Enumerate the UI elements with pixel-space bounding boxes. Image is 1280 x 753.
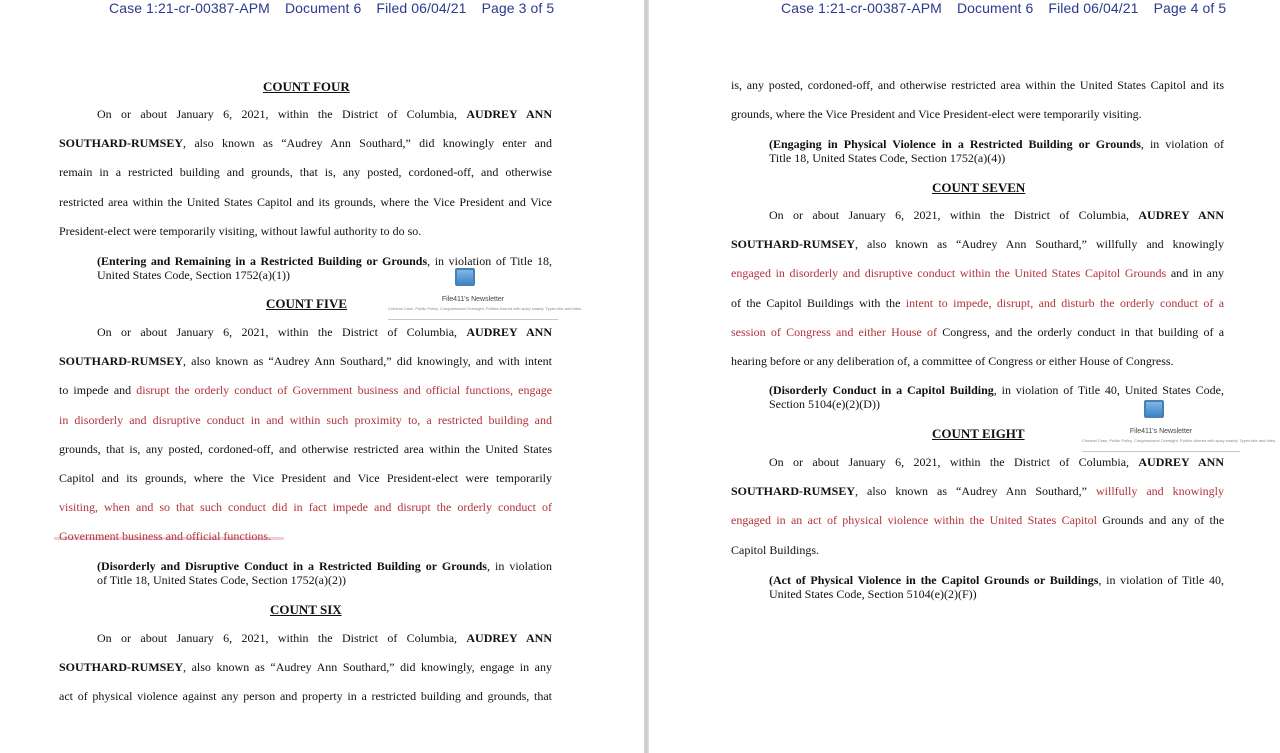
- paragraph-line: President-elect were temporarily visiting, without lawful authority to do so.: [59, 223, 422, 238]
- citation-text: United States Code, Section 5104(e)(2)(F)): [769, 587, 977, 601]
- count-four-heading: COUNT FOUR: [263, 79, 350, 94]
- citation-title: (Disorderly and Disruptive Conduct in a Restricted Building or Grounds: [97, 559, 487, 573]
- monitor-icon: [455, 268, 475, 286]
- paragraph-line: session of Congress and either House of Congress, and the orderly conduct in that building of a: [731, 324, 1225, 339]
- citation-text: , in violation of Title 18,: [427, 254, 552, 268]
- count-eight-heading: COUNT EIGHT: [932, 426, 1025, 441]
- paragraph-line: SOUTHARD-RUMSEY, also known as “Audrey Ann Southard,” did knowingly, and with intent: [59, 354, 552, 369]
- monitor-icon: [1144, 400, 1164, 418]
- paragraph-line: restricted area within the United States Capitol and its grounds, where the Vice President and Vice: [59, 194, 552, 209]
- document-number: Document 6: [956, 0, 1034, 16]
- count-six-heading: COUNT SIX: [270, 602, 342, 617]
- page-number: Page 3 of 5: [481, 0, 555, 16]
- count-five-citation: [97, 559, 552, 587]
- count-five-heading: COUNT FIVE: [266, 296, 348, 311]
- paragraph-line: On or about January 6, 2021, within the District of Columbia, AUDREY ANN: [97, 325, 552, 339]
- paragraph-line: Capitol Buildings.: [731, 542, 820, 557]
- count-six-continuation: [731, 71, 1224, 129]
- paragraph-line: SOUTHARD-RUMSEY, also known as “Audrey Ann Southard,” did knowingly enter and: [59, 136, 552, 151]
- citation-text: United States Code, Section 1752(a)(1)): [97, 268, 290, 282]
- paragraph-line: grounds, that is, any posted, cordoned-off, and otherwise restricted area within the United States: [59, 441, 552, 456]
- count-eight-citation: [769, 573, 1224, 601]
- paragraph-line: engaged in an act of physical violence within the United States Capitol Grounds and any of the: [731, 513, 1225, 528]
- paragraph-line: engaged in disorderly and disruptive conduct within the United States Capitol Grounds and in any: [731, 266, 1224, 281]
- paragraph-line: hearing before or any deliberation of, a committee of Congress or either House of Congress.: [731, 353, 1174, 368]
- citation-title: (Entering and Remaining in a Restricted Building or Grounds: [97, 254, 428, 268]
- citation-title: (Engaging in Physical Violence in a Restricted Building or Grounds: [769, 137, 1141, 151]
- paragraph-line: is, any posted, cordoned-off, and otherwise restricted area within the United States Capitol and its: [731, 78, 1224, 92]
- filed-date: Filed 06/04/21: [376, 0, 467, 16]
- paragraph-line: grounds, where the Vice President and Vice President-elect were temporarily visiting.: [731, 107, 1142, 122]
- paragraph-line: of the Capitol Buildings with the intent to impede, disrupt, and disturb the orderly conduct of a: [731, 295, 1225, 310]
- paragraph-line: to impede and disrupt the orderly conduct of Government business and official functions, engage: [59, 383, 553, 398]
- citation-title: (Disorderly Conduct in a Capitol Building: [769, 383, 994, 397]
- count-five-paragraph: [59, 318, 552, 552]
- paragraph-line: SOUTHARD-RUMSEY, also known as “Audrey Ann Southard,” willfully and knowingly: [731, 484, 1224, 499]
- paragraph-line: On or about January 6, 2021, within the District of Columbia, AUDREY ANN: [97, 631, 552, 645]
- stamp-subtitle: Criminal Case, Public Policy, Congressional Oversight. Politics blurred with spicy snarky. Types bite and bites.: [1082, 438, 1277, 443]
- document-number: Document 6: [284, 0, 362, 16]
- ecf-header: [781, 0, 1237, 18]
- citation-text: , in violation of: [1140, 137, 1224, 151]
- stamp-title: File411's Newsletter: [441, 296, 505, 303]
- count-six-paragraph: [59, 624, 552, 712]
- citation-text: , in violation of Title 40,: [1098, 573, 1224, 587]
- count-seven-paragraph: [731, 201, 1224, 376]
- paragraph-line: act of physical violence against any person and property in a restricted building and grounds, that: [59, 689, 552, 704]
- paragraph-line: On or about January 6, 2021, within the District of Columbia, AUDREY ANN: [97, 107, 552, 121]
- case-number: Case 1:21-cr-00387-APM: [109, 0, 270, 16]
- page-number: Page 4 of 5: [1153, 0, 1227, 16]
- paragraph-line: Capitol and its grounds, where the Vice President and Vice President-elect were temporarily: [59, 470, 552, 485]
- paragraph-line: remain in a restricted building and grounds, that is, any posted, cordoned-off, and otherwise: [59, 165, 552, 180]
- highlight-mark: [54, 537, 284, 540]
- citation-text: Section 5104(e)(2)(D)): [769, 397, 880, 411]
- count-eight-paragraph: [731, 448, 1224, 565]
- filed-date: Filed 06/04/21: [1048, 0, 1139, 16]
- citation-text: of Title 18, United States Code, Section 1752(a)(2)): [97, 573, 346, 587]
- count-six-citation: [769, 137, 1224, 165]
- paragraph-line: visiting, when and so that such conduct did in fact impede and disrupt the orderly conduct of: [59, 500, 552, 515]
- paragraph-line: On or about January 6, 2021, within the District of Columbia, AUDREY ANN: [769, 208, 1224, 222]
- count-seven-heading: COUNT SEVEN: [932, 180, 1026, 195]
- paragraph-line: On or about January 6, 2021, within the District of Columbia, AUDREY ANN: [769, 455, 1224, 469]
- stamp-subtitle: Criminal Case, Public Policy, Congressional Oversight. Politics blurred with spicy snarky. Types bite and bites.: [388, 306, 583, 311]
- stamp-title: File411's Newsletter: [1129, 428, 1193, 435]
- paragraph-line: Government business and official functions.: [59, 529, 272, 544]
- paragraph-line: SOUTHARD-RUMSEY, also known as “Audrey Ann Southard,” did knowingly, engage in any: [59, 660, 552, 675]
- paragraph-line: SOUTHARD-RUMSEY, also known as “Audrey Ann Southard,” willfully and knowingly: [731, 237, 1224, 252]
- citation-text: Title 18, United States Code, Section 1752(a)(4)): [769, 151, 1006, 165]
- citation-text: , in violation: [486, 559, 552, 573]
- citation-text: , in violation of Title 40, United States Code,: [993, 383, 1225, 397]
- count-four-paragraph: [59, 100, 552, 246]
- document-page-4: [649, 0, 1280, 753]
- citation-title: (Act of Physical Violence in the Capitol Grounds or Buildings: [769, 573, 1099, 587]
- case-number: Case 1:21-cr-00387-APM: [781, 0, 942, 16]
- paragraph-line: in disorderly and disruptive conduct in and within such proximity to, a restricted building and: [59, 412, 552, 427]
- ecf-header: [109, 0, 565, 18]
